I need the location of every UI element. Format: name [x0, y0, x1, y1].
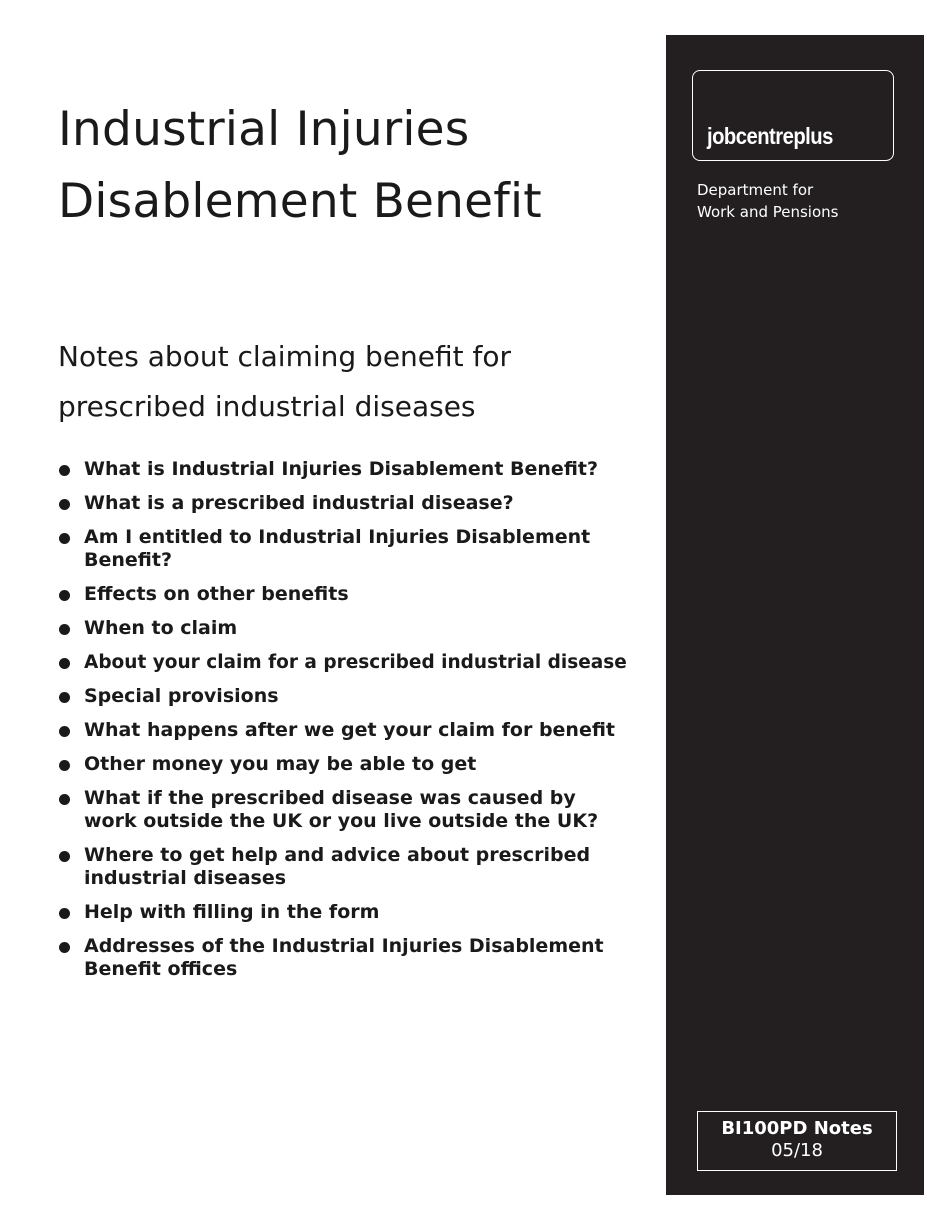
bullet-icon — [59, 851, 70, 862]
list-item: Addresses of the Industrial Injuries Disablement Benefit offices — [58, 935, 658, 981]
form-code: BI100PD Notes — [721, 1118, 873, 1139]
bullet-icon — [59, 692, 70, 703]
list-item: Help with filling in the form — [58, 901, 658, 924]
bullet-icon — [59, 794, 70, 805]
bullet-icon — [59, 908, 70, 919]
bullet-icon — [59, 658, 70, 669]
list-item: What is Industrial Injuries Disablement Benefit? — [58, 458, 658, 481]
bullet-icon — [59, 590, 70, 601]
page-subtitle-line-2: prescribed industrial diseases — [58, 390, 476, 423]
department-line-1: Department for — [697, 181, 814, 199]
bullet-icon — [59, 726, 70, 737]
list-item: Am I entitled to Industrial Injuries Disablement Benefit? — [58, 526, 658, 572]
list-item: What if the prescribed disease was caused by work outside the UK or you live outside the UK? — [58, 787, 658, 833]
sidebar-panel — [666, 35, 924, 1195]
list-item: When to claim — [58, 617, 658, 640]
department-line-2: Work and Pensions — [697, 203, 839, 221]
list-item: Effects on other benefits — [58, 583, 658, 606]
list-item: Special provisions — [58, 685, 658, 708]
bullet-icon — [59, 465, 70, 476]
jobcentreplus-logo — [692, 70, 894, 161]
form-reference-box — [697, 1111, 897, 1171]
list-item: What happens after we get your claim for benefit — [58, 719, 658, 742]
department-name — [697, 179, 838, 223]
contents-list — [58, 458, 658, 992]
logo-text: jobcentreplus — [707, 123, 833, 149]
bullet-icon — [59, 942, 70, 953]
page-subtitle-line-1: Notes about claiming benefit for — [58, 340, 512, 373]
bullet-icon — [59, 624, 70, 635]
page-subtitle — [58, 332, 648, 432]
page-title-line-1: Industrial Injuries — [58, 102, 470, 157]
list-item: About your claim for a prescribed industrial disease — [58, 651, 658, 674]
page-title-line-2: Disablement Benefit — [58, 174, 542, 229]
bullet-icon — [59, 533, 70, 544]
list-item: Other money you may be able to get — [58, 753, 658, 776]
list-item: What is a prescribed industrial disease? — [58, 492, 658, 515]
form-date: 05/18 — [771, 1140, 823, 1161]
bullet-icon — [59, 499, 70, 510]
list-item: Where to get help and advice about prescribed industrial diseases — [58, 844, 658, 890]
page-title — [58, 94, 648, 238]
bullet-icon — [59, 760, 70, 771]
